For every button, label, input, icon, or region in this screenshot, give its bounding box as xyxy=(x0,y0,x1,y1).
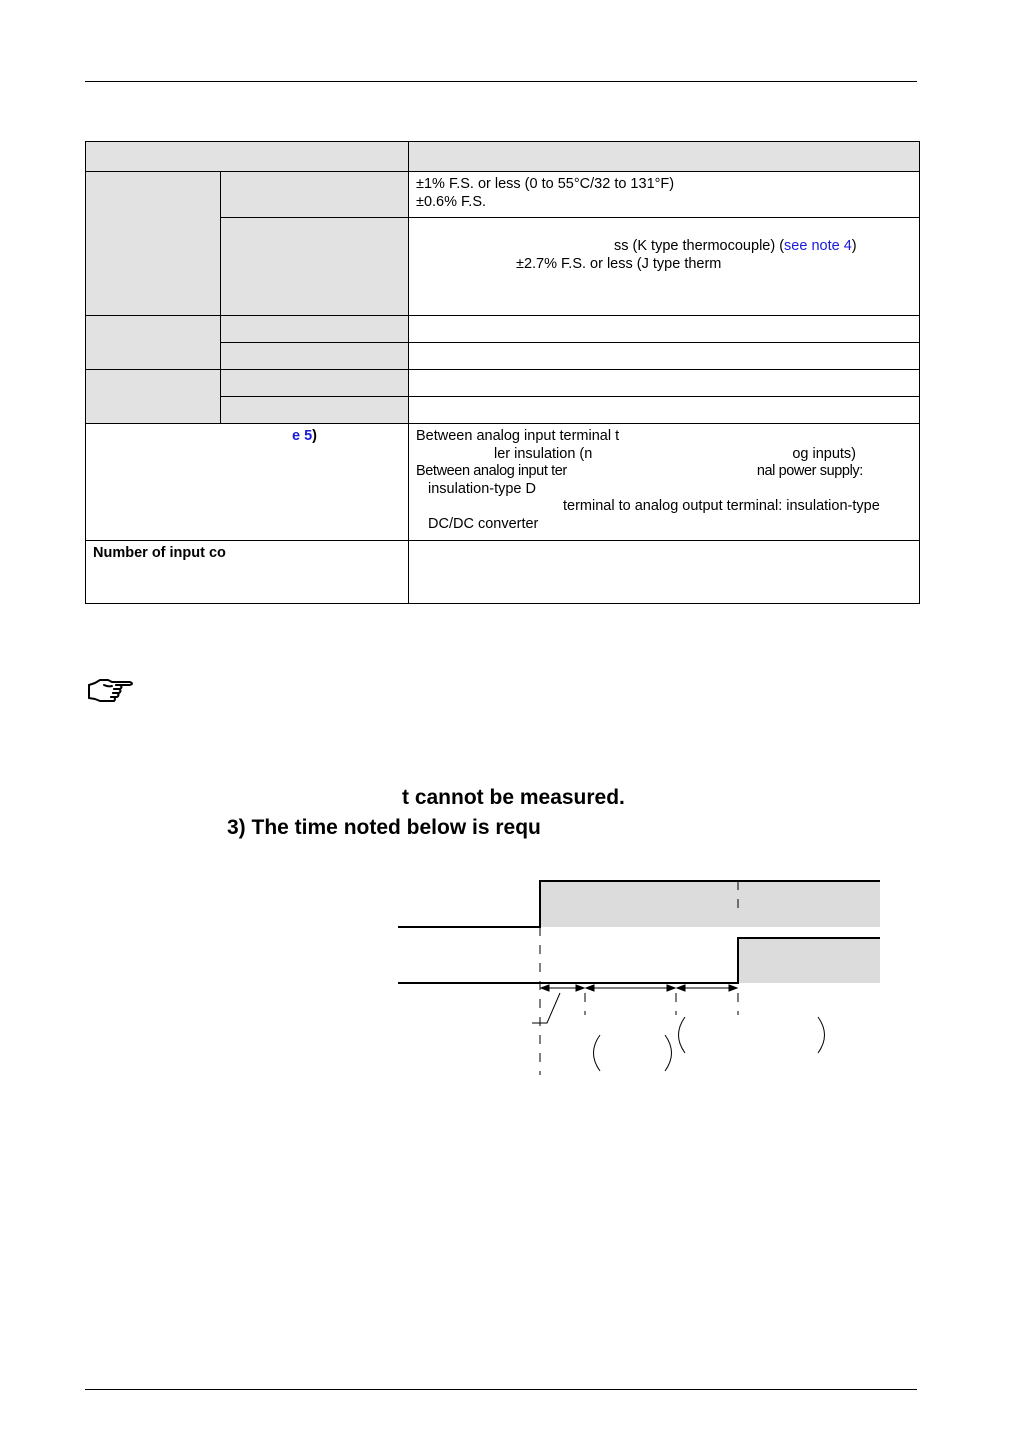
spec-text: ±1% F.S. or less (0 to 55°C/32 to 131°F) xyxy=(416,176,675,192)
spec-cell xyxy=(409,370,920,397)
table-row xyxy=(86,172,920,218)
arrow-head xyxy=(576,985,584,991)
bracket-right xyxy=(665,1035,672,1071)
table-row xyxy=(86,541,920,604)
header-cell-item xyxy=(86,142,409,172)
table-row xyxy=(86,370,920,397)
row-label-cell xyxy=(86,541,409,604)
bracket-right xyxy=(818,1017,825,1053)
spec-cell xyxy=(409,343,920,370)
row-sublabel xyxy=(221,397,409,424)
note-4-link[interactable]: see note 4 xyxy=(784,238,852,254)
spec-text: terminal to analog output terminal: insulation-type xyxy=(563,498,880,514)
footer-rule xyxy=(85,1389,917,1390)
spec-table xyxy=(85,141,920,604)
header-cell-spec xyxy=(409,142,920,172)
spec-cell xyxy=(409,397,920,424)
spec-cell xyxy=(409,172,920,218)
table-row xyxy=(86,424,920,541)
row-sublabel xyxy=(221,343,409,370)
spec-text: DC/DC converter xyxy=(428,515,539,532)
arrow-head xyxy=(667,985,675,991)
table-header-row xyxy=(86,142,920,172)
row-sublabel xyxy=(221,316,409,343)
row-group-label xyxy=(86,370,221,424)
arrow-head xyxy=(729,985,737,991)
spec-text: Between analog input ter nal power supply: xyxy=(416,463,863,479)
leader-line xyxy=(532,993,560,1023)
row-sublabel xyxy=(221,218,409,316)
arrow-head xyxy=(586,985,594,991)
spec-text: ler insulation (n og inputs) xyxy=(494,445,857,462)
spec-text: ±0.6% F.S. xyxy=(416,193,487,210)
signal-high-region xyxy=(540,881,880,927)
spec-text: Between analog input terminal t xyxy=(416,428,620,444)
note-5-link[interactable]: e 5 xyxy=(292,428,313,444)
pointing-hand-icon xyxy=(86,676,136,706)
spec-text: ±2.7% F.S. or less (J type therm xyxy=(516,255,722,272)
table-row xyxy=(86,316,920,343)
row-group-label xyxy=(86,316,221,370)
header-rule xyxy=(85,81,917,82)
row-label: Number of input co xyxy=(93,545,226,561)
bracket-left xyxy=(594,1035,601,1071)
spec-cell xyxy=(409,541,920,604)
row-group-label xyxy=(86,172,221,316)
spec-cell xyxy=(409,218,920,316)
timing-diagram xyxy=(390,875,890,1080)
note-text-line: t cannot be measured. xyxy=(402,786,625,809)
row-sublabel xyxy=(221,172,409,218)
note-text-line: 3) The time noted below is requ xyxy=(227,816,541,839)
spec-text: ss (K type thermocouple) (see note 4) xyxy=(614,238,857,254)
isolation-label-cell: e 5) xyxy=(86,424,409,541)
signal-high-region xyxy=(738,938,880,983)
row-sublabel xyxy=(221,370,409,397)
spec-cell xyxy=(409,316,920,343)
bracket-left xyxy=(679,1017,686,1053)
spec-cell xyxy=(409,424,920,541)
arrow-head xyxy=(541,985,549,991)
spec-text: insulation-type D xyxy=(428,480,536,497)
arrow-head xyxy=(677,985,685,991)
